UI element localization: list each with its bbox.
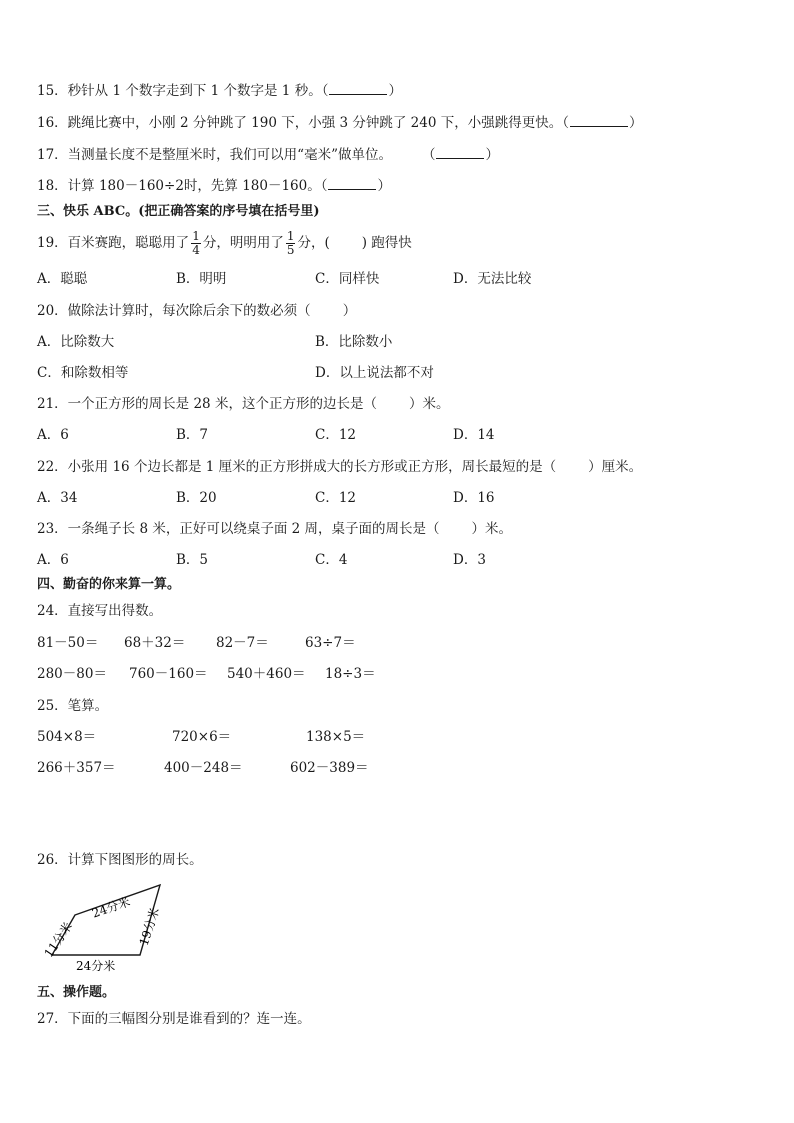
oral-calc-item: 540＋460＝	[227, 666, 306, 682]
oral-calc-item: 63÷7＝	[305, 635, 356, 651]
question-26: 26．计算下图图形的周长。	[37, 852, 203, 868]
q20-option-d[interactable]: D．以上说法都不对	[315, 365, 434, 381]
oral-calc-item: 68＋32＝	[124, 635, 186, 651]
question-18-text: 18．计算 180－160÷2时，先算 180－160。（	[37, 178, 328, 194]
oral-calc-item: 81－50＝	[37, 635, 99, 651]
question-21: 21．一个正方形的周长是 28 米，这个正方形的边长是（ ）米。	[37, 396, 450, 412]
answer-blank[interactable]	[329, 82, 387, 95]
answer-blank[interactable]	[328, 177, 376, 190]
question-23: 23．一条绳子长 8 米，正好可以绕桌子面 2 周，桌子面的周长是（ ）米。	[37, 521, 513, 537]
fraction-one-fifth: $\frac{1}{5}$	[286, 229, 295, 257]
q21-option-a[interactable]: A．6	[37, 427, 69, 443]
oral-calc-item: 82－7＝	[216, 635, 269, 651]
q19-option-a[interactable]: A．聪聪	[37, 271, 88, 287]
q20-option-a[interactable]: A．比除数大	[37, 334, 115, 350]
answer-blank[interactable]	[570, 114, 628, 127]
question-16-text: 16．跳绳比赛中，小刚 2 分钟跳了 190 下，小强 3 分钟跳了 240 下，小强跳得更快。（	[37, 115, 569, 131]
fraction-one-quarter: $\frac{1}{4}$	[192, 229, 200, 257]
side-label-top: 24分米	[90, 894, 132, 921]
answer-blank[interactable]	[436, 146, 484, 159]
quadrilateral-figure	[30, 875, 190, 975]
written-calc-item: 720×6＝	[172, 729, 232, 745]
written-calc-item: 400－248＝	[164, 760, 243, 776]
written-calc-item: 504×8＝	[37, 729, 97, 745]
question-20: 20．做除法计算时，每次除后余下的数必须（ ）	[37, 303, 357, 319]
side-label-left: 11分米	[41, 919, 76, 961]
question-17-text: 17．当测量长度不是整厘米时，我们可以用“毫米”做单位。	[37, 147, 392, 163]
question-17: 17．当测量长度不是整厘米时，我们可以用“毫米”做单位。 （ ）	[37, 147, 499, 163]
question-24: 24．直接写出得数。	[37, 603, 163, 619]
q23-option-a[interactable]: A．6	[37, 552, 69, 568]
q19-option-c[interactable]: C．同样快	[315, 271, 380, 287]
written-calc-item: 266＋357＝	[37, 760, 116, 776]
section-4-heading: 四、勤奋的你来算一算。	[37, 577, 181, 592]
question-19: 19．百米赛跑，聪聪用了 $\frac{1}{4}$ 分，明明用了 $\frac{1}{5}$ 分，( ) 跑得快	[37, 229, 412, 257]
q22-option-d[interactable]: D．16	[453, 490, 495, 506]
question-16: 16．跳绳比赛中，小刚 2 分钟跳了 190 下，小强 3 分钟跳了 240 下，小强跳得更快。（ ）	[37, 115, 643, 131]
q21-option-b[interactable]: B．7	[176, 427, 209, 443]
q22-option-b[interactable]: B．20	[176, 490, 217, 506]
written-calc-item: 138×5＝	[306, 729, 366, 745]
q21-option-d[interactable]: D．14	[453, 427, 495, 443]
question-25: 25．笔算。	[37, 698, 109, 714]
section-5-heading: 五、操作题。	[37, 985, 116, 1000]
q20-option-b[interactable]: B．比除数小	[315, 334, 393, 350]
side-label-right: 19分米	[136, 905, 163, 948]
q19-option-b[interactable]: B．明明	[176, 271, 227, 287]
q22-option-c[interactable]: C．12	[315, 490, 357, 506]
question-15-text: 15．秒针从 1 个数字走到下 1 个数字是 1 秒。（	[37, 83, 329, 99]
q21-option-c[interactable]: C．12	[315, 427, 357, 443]
oral-calc-item: 18÷3＝	[325, 666, 376, 682]
q23-option-b[interactable]: B．5	[176, 552, 209, 568]
oral-calc-item: 280－80＝	[37, 666, 107, 682]
q23-option-c[interactable]: C．4	[315, 552, 348, 568]
question-27: 27．下面的三幅图分别是谁看到的？连一连。	[37, 1011, 311, 1027]
written-calc-item: 602－389＝	[290, 760, 369, 776]
q22-option-a[interactable]: A．34	[37, 490, 78, 506]
side-label-bottom: 24分米	[76, 959, 116, 973]
oral-calc-item: 760－160＝	[129, 666, 208, 682]
question-18: 18．计算 180－160÷2时，先算 180－160。（ ）	[37, 178, 391, 194]
question-22: 22．小张用 16 个边长都是 1 厘米的正方形拼成大的长方形或正方形，周长最短的是（ ）厘米。	[37, 459, 643, 475]
question-15: 15．秒针从 1 个数字走到下 1 个数字是 1 秒。（ ）	[37, 83, 402, 99]
q20-option-c[interactable]: C．和除数相等	[37, 365, 129, 381]
q19-option-d[interactable]: D．无法比较	[453, 271, 532, 287]
section-3-heading: 三、快乐 ABC。(把正确答案的序号填在括号里)	[37, 204, 320, 219]
q23-option-d[interactable]: D．3	[453, 552, 486, 568]
